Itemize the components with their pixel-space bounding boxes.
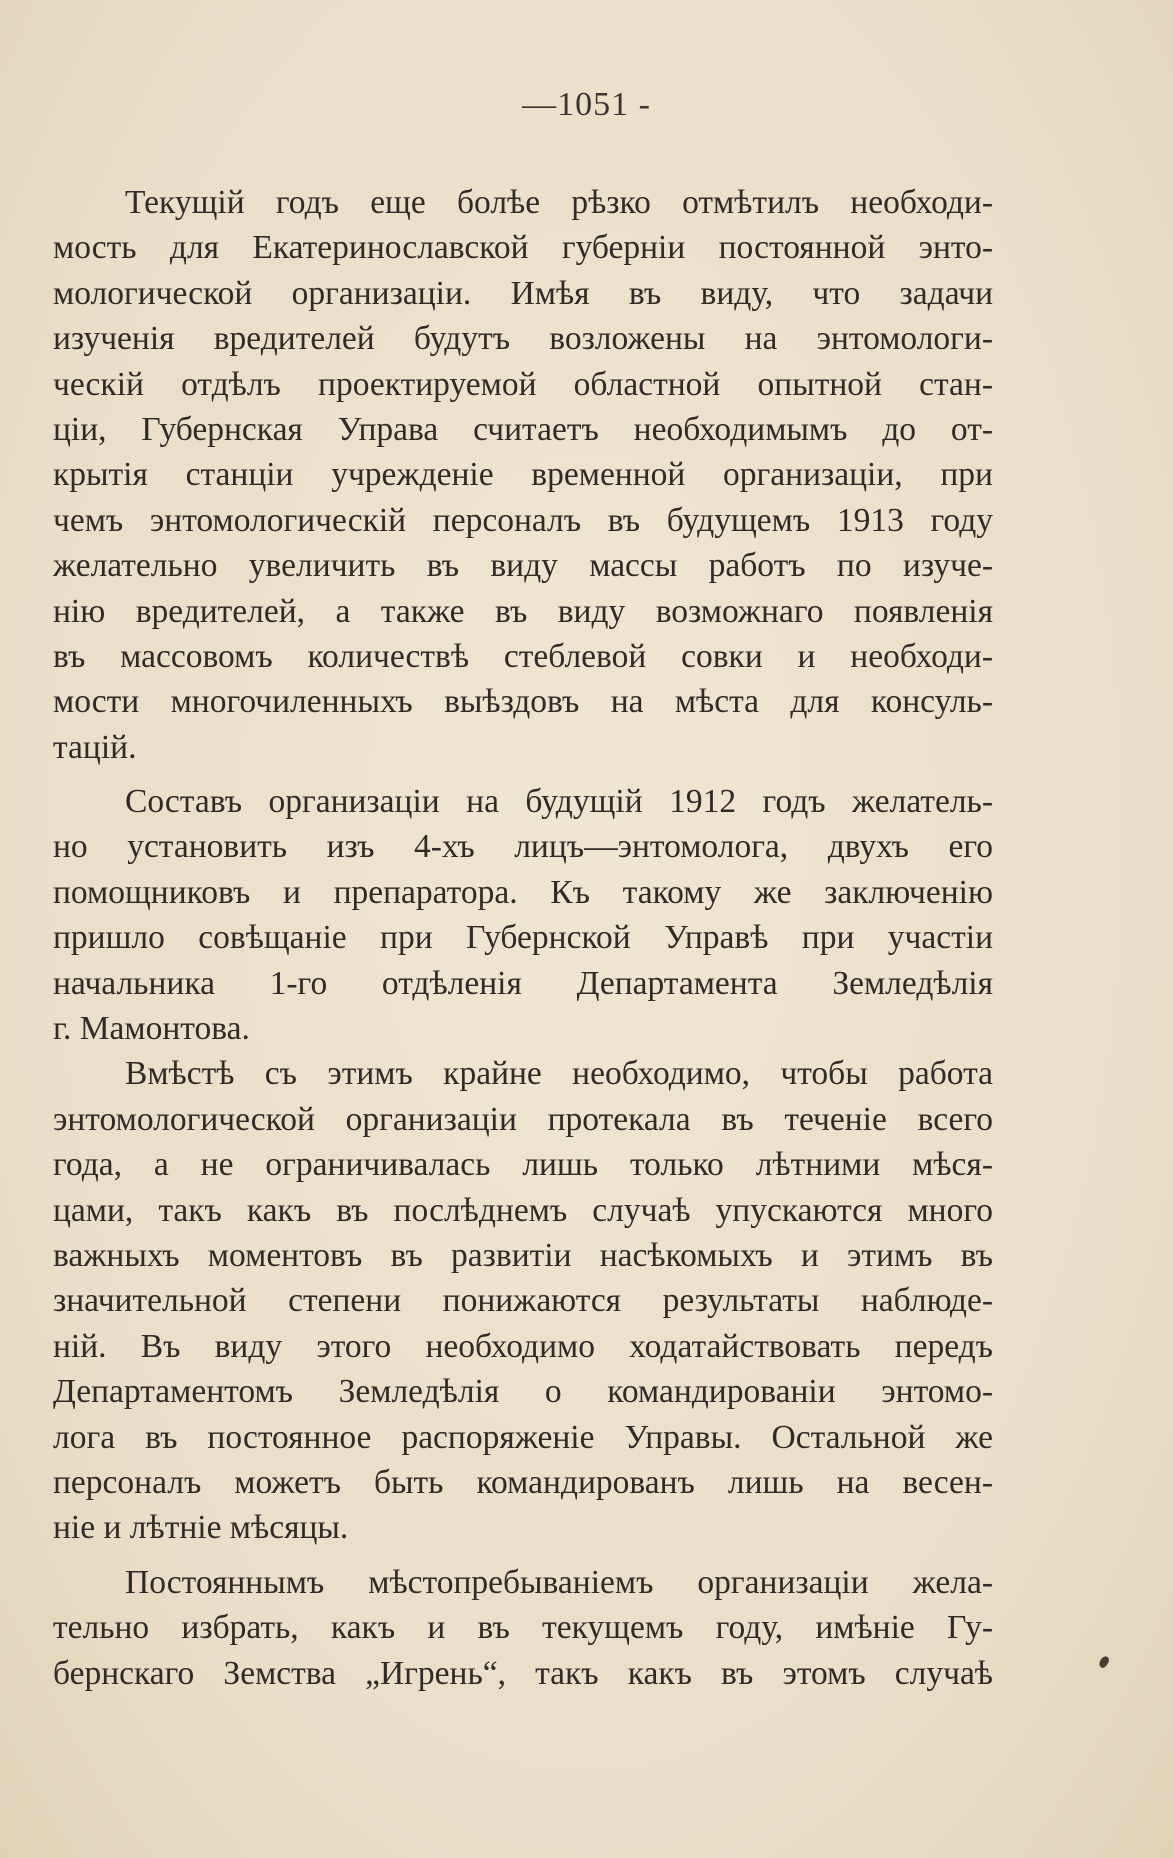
- text-line: ціи, Губернская Управа считаетъ необходимымъ до от-: [53, 410, 993, 448]
- text-line: года, а не ограничивалась лишь только лѣтними мѣся-: [53, 1146, 993, 1184]
- text-line: персоналъ можетъ быть командированъ лишь на весен-: [53, 1463, 993, 1501]
- paragraph-2: [53, 779, 993, 1051]
- text-line: тельно избрать, какъ и въ текущемъ году, имѣніе Гу-: [53, 1609, 993, 1647]
- text-line: начальника 1-го отдѣленія Департамента Земледѣлія: [53, 964, 993, 1002]
- text-line: энтомологической организаціи протекала въ теченіе всего: [53, 1100, 993, 1138]
- text-line: чемъ энтомологическій персоналъ въ будущемъ 1913 году: [53, 501, 993, 539]
- text-line: но установить изъ 4-хъ лицъ—энтомолога, двухъ его: [53, 828, 993, 866]
- paragraph-4: [53, 1560, 993, 1696]
- text-line: г. Мамонтова.: [53, 1010, 250, 1048]
- text-line: крытія станціи учрежденіе временной организаціи, при: [53, 456, 993, 494]
- text-line: Постояннымъ мѣстопребываніемъ организаціи жела-: [125, 1563, 993, 1601]
- paragraph-1: [53, 180, 993, 770]
- text-line: въ массовомъ количествѣ стеблевой совки и необходи-: [53, 637, 993, 675]
- text-line: цами, такъ какъ въ послѣднемъ случаѣ упускаются много: [53, 1191, 993, 1229]
- text-line: помощниковъ и препаратора. Къ такому же заключенію: [53, 873, 993, 911]
- text-line: мость для Екатеринославской губерніи постоянной энто-: [53, 229, 993, 267]
- paragraph-gap: [53, 770, 993, 779]
- body-text: [53, 180, 993, 1696]
- text-line: лога въ постоянное распоряженіе Управы. Остальной же: [53, 1418, 993, 1456]
- text-line: значительной степени понижаются результаты наблюде-: [53, 1282, 993, 1320]
- text-line: Вмѣстѣ съ этимъ крайне необходимо, чтобы работа: [125, 1055, 993, 1093]
- text-line: мости многочиленныхъ выѣздовъ на мѣста для консуль-: [53, 683, 993, 721]
- paragraph-gap: [53, 1551, 993, 1560]
- text-line: Текущій годъ еще болѣе рѣзко отмѣтилъ необходи-: [125, 184, 993, 221]
- text-line: Департаментомъ Земледѣлія о командированіи энтомо-: [53, 1373, 993, 1411]
- text-line: ній. Въ виду этого необходимо ходатайствовать передъ: [53, 1327, 993, 1365]
- text-line: тацій.: [53, 728, 137, 766]
- text-line: бернскаго Земства „Игрень“, такъ какъ въ этомъ случаѣ: [53, 1654, 993, 1692]
- text-line: изученія вредителей будутъ возложены на энтомологи-: [53, 320, 993, 358]
- text-line: ніе и лѣтніе мѣсяцы.: [53, 1509, 349, 1547]
- text-line: ческій отдѣлъ проектируемой областной опытной стан-: [53, 365, 993, 403]
- text-line: пришло совѣщаніе при Губернской Управѣ при участіи: [53, 919, 993, 957]
- text-line: нію вредителей, а также въ виду возможнаго появленія: [53, 592, 993, 630]
- text-line: мологической организаціи. Имѣя въ виду, что задачи: [53, 274, 993, 312]
- text-line: желательно увеличить въ виду массы работъ по изуче-: [53, 547, 993, 585]
- ink-mark: [1097, 1655, 1110, 1669]
- page-number: —1051 -: [522, 86, 651, 123]
- text-line: важныхъ моментовъ въ развитіи насѣкомыхъ и этимъ въ: [53, 1236, 993, 1274]
- paragraph-3: [53, 1051, 993, 1550]
- text-line: Составъ организаціи на будущій 1912 годъ желатель-: [125, 783, 993, 821]
